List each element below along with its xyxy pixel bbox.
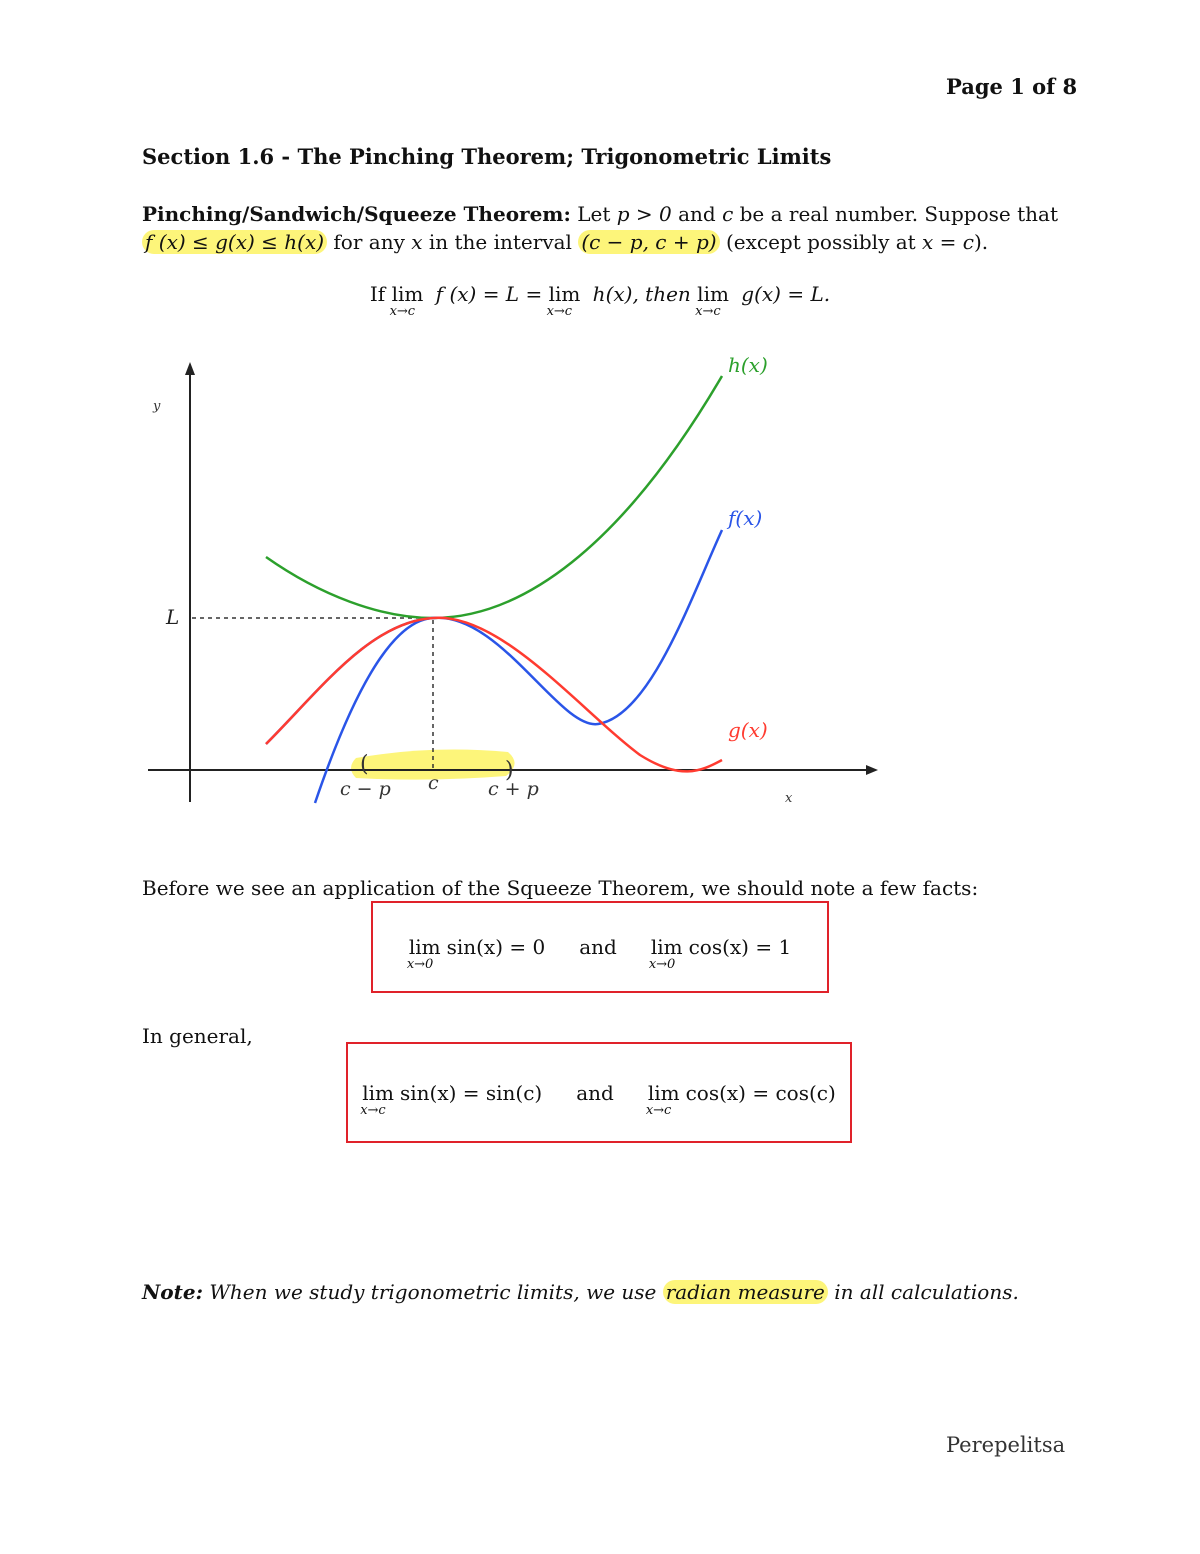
lim-cos [648, 935, 683, 972]
basic-trig-limits-box [371, 901, 829, 993]
x-eq-c: x = c [922, 230, 974, 254]
lim-subscript: x→c [360, 1102, 386, 1118]
L-label: L [166, 605, 180, 629]
lim-word: lim [548, 282, 581, 306]
lim-subscript: x→c [389, 304, 416, 319]
and-word: and [579, 935, 617, 959]
f-label: f(x) [728, 506, 763, 530]
in-general-label: In general, [142, 1024, 253, 1048]
author-footer: Perepelitsa [946, 1433, 1066, 1457]
note-text: in all calculations. [827, 1280, 1019, 1304]
right-paren: ) [505, 758, 514, 783]
lim-sin [406, 935, 441, 972]
theorem-text: (except possibly at [719, 230, 923, 254]
lim-word: lim [650, 935, 683, 959]
theorem-text: ). [974, 230, 989, 254]
lim-subscript: x→0 [648, 957, 676, 972]
inequality-highlight: f (x) ≤ g(x) ≤ h(x) [142, 230, 327, 254]
lim-subscript: x→c [695, 304, 721, 319]
f-curve-right [266, 530, 722, 744]
lim-subscript: x→c [546, 304, 573, 319]
lim-word: lim [697, 282, 729, 306]
x-axis-arrow [866, 765, 878, 775]
y-axis-label: y [153, 399, 161, 414]
h-curve [266, 376, 722, 618]
c-minus-p-label: c − p [340, 778, 391, 800]
and-word: and [576, 1080, 614, 1105]
h-label: h(x) [728, 353, 768, 377]
lim-cos [645, 1080, 680, 1118]
facts-intro: Before we see an application of the Squeeze Theorem, we should note a few facts: [142, 876, 979, 900]
lim-sin [360, 1080, 394, 1118]
interval-highlight: (c − p, c + p) [578, 230, 719, 254]
x-axis-label: x [785, 791, 793, 806]
c-label: c [428, 772, 439, 794]
h-expression: h(x), then [586, 282, 698, 306]
theorem-label: Pinching/Sandwich/Squeeze Theorem: [142, 202, 571, 226]
theorem-text: be a real number. Suppose that [733, 202, 1058, 226]
lim-word: lim [391, 282, 424, 306]
section-title: Section 1.6 - The Pinching Theorem; Trigonometric Limits [142, 144, 832, 169]
c-plus-p-label: c + p [488, 778, 539, 800]
theorem-text: in the interval [422, 230, 579, 254]
lim-word: lim [408, 935, 441, 959]
theorem-text: and [671, 202, 723, 226]
note-label: Note: [142, 1280, 203, 1304]
f-expression: f (x) = L = [429, 282, 549, 306]
lim-subscript: x→0 [406, 957, 434, 972]
sin-limit: sin(x) = sin(c) [399, 1080, 543, 1105]
general-trig-limits-box [346, 1042, 852, 1143]
c-var: c [722, 202, 734, 226]
lim-word: lim [647, 1080, 680, 1105]
if-text: If [369, 282, 392, 306]
left-paren: ( [360, 752, 369, 777]
lim-subscript: x→c [645, 1102, 672, 1118]
y-axis-arrow [185, 362, 195, 375]
radian-highlight: radian measure [663, 1280, 828, 1304]
theorem-text: for any [327, 230, 412, 254]
g-label: g(x) [728, 718, 768, 742]
lim-word: lim [362, 1080, 394, 1105]
cos-limit: cos(x) = cos(c) [685, 1080, 836, 1105]
note-paragraph [142, 1280, 1019, 1304]
x-var: x [411, 230, 423, 254]
sin-limit: sin(x) = 0 [446, 935, 546, 959]
note-text: When we study trigonometric limits, we use [202, 1280, 663, 1304]
p-condition: p > 0 [616, 202, 672, 226]
cos-limit: cos(x) = 1 [688, 935, 792, 959]
theorem-text: Let [570, 202, 617, 226]
page-number: Page 1 of 8 [946, 74, 1078, 99]
g-expression: g(x) = L. [734, 282, 831, 306]
